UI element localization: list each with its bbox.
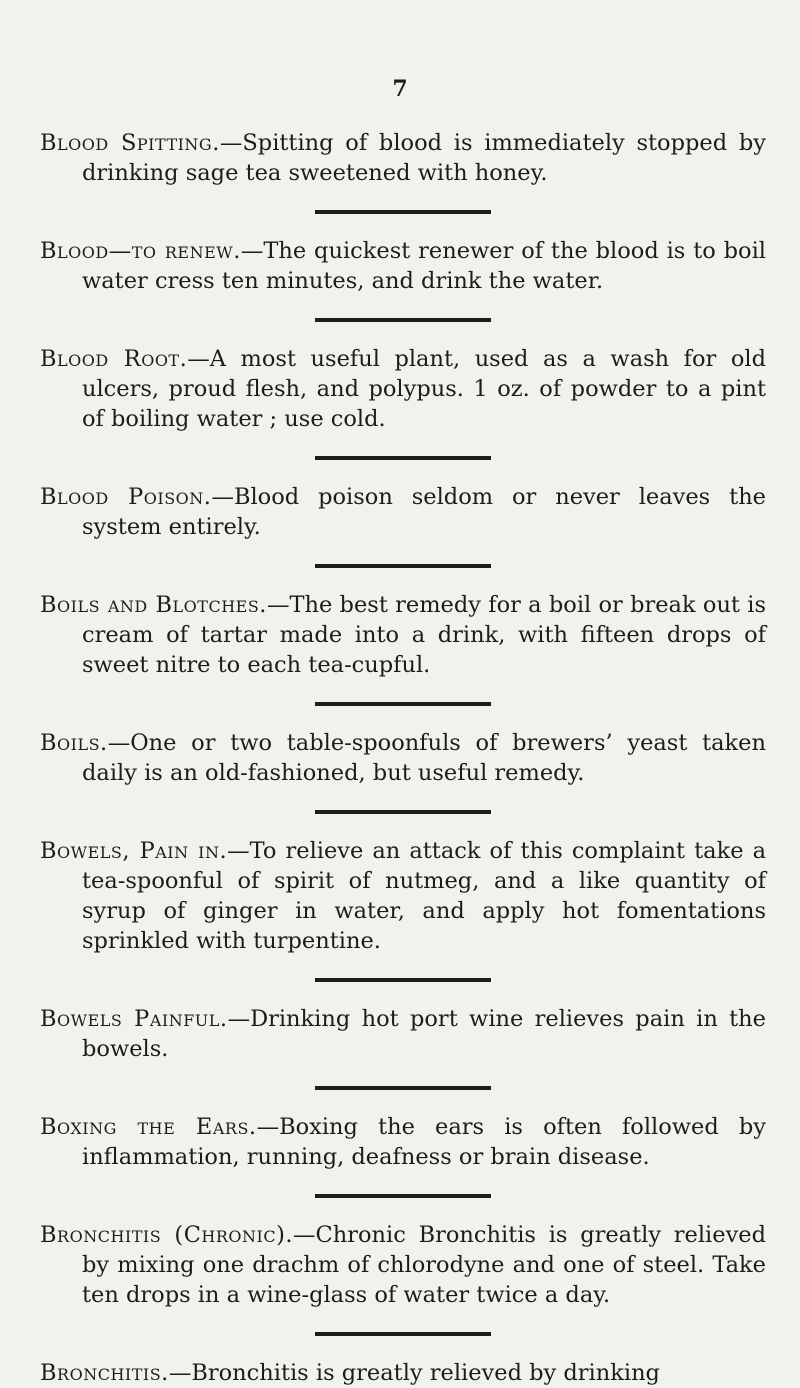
entry-text: —Spitting of blood is immediately stopped by drinking sage tea sweetened with honey. bbox=[82, 130, 766, 186]
entry-boils bbox=[40, 728, 766, 788]
entry-text: —Bronchitis is greatly relieved by drinking bbox=[168, 1360, 660, 1386]
entry-heading: Blood—to renew. bbox=[40, 238, 241, 264]
page-number: 7 bbox=[392, 76, 408, 102]
divider-rule bbox=[315, 564, 491, 568]
entry-heading: Blood Spitting. bbox=[40, 130, 220, 156]
entry-heading: Blood Root. bbox=[40, 346, 188, 372]
entry-text: —Boxing the ears is often followed by inflammation, running, deafness or brain disease. bbox=[82, 1114, 766, 1170]
entry-boxing-the-ears bbox=[40, 1112, 766, 1172]
entry-heading: Bronchitis (Chronic). bbox=[40, 1222, 294, 1248]
entry-heading: Boils and Blotches. bbox=[40, 592, 267, 618]
entry-heading: Boxing the Ears. bbox=[40, 1114, 257, 1140]
divider-rule bbox=[315, 318, 491, 322]
entry-text: —The best remedy for a boil or break out is cream of tartar made into a drink, with fifteen drops of sweet nitre to each tea-cupful. bbox=[82, 592, 766, 678]
entries-list bbox=[40, 128, 766, 1388]
entry-blood-renew bbox=[40, 236, 766, 296]
entry-blood-spitting bbox=[40, 128, 766, 188]
divider-rule bbox=[315, 210, 491, 214]
divider-rule bbox=[315, 1332, 491, 1336]
entry-bronchitis-chronic bbox=[40, 1220, 766, 1310]
divider-rule bbox=[315, 456, 491, 460]
entry-blood-poison bbox=[40, 482, 766, 542]
entry-heading: Bronchitis. bbox=[40, 1360, 169, 1386]
entry-boils-and-blotches bbox=[40, 590, 766, 680]
divider-rule bbox=[315, 810, 491, 814]
entry-bowels-painful bbox=[40, 1004, 766, 1064]
entry-text: —To relieve an attack of this complaint take a tea-spoonful of spirit of nutmeg, and a like quantity of syrup of ginger in water, and apply hot fomentations sprinkled with turpentine. bbox=[82, 838, 767, 954]
entry-text: —Blood poison seldom or never leaves the system entirely. bbox=[82, 484, 766, 540]
entry-bronchitis bbox=[40, 1358, 766, 1388]
entry-heading: Bowels Painful. bbox=[40, 1006, 228, 1032]
entry-heading: Bowels, Pain in. bbox=[40, 838, 228, 864]
divider-rule bbox=[315, 702, 491, 706]
entry-text: —The quickest renewer of the blood is to boil water cress ten minutes, and drink the water. bbox=[82, 238, 766, 294]
divider-rule bbox=[315, 1086, 491, 1090]
entry-text: —A most useful plant, used as a wash for old ulcers, proud flesh, and polypus. 1 oz. of powder to a pint of boiling water ; use cold. bbox=[82, 346, 766, 432]
entry-bowels-pain-in bbox=[40, 836, 766, 956]
divider-rule bbox=[315, 978, 491, 982]
entry-text: —Drinking hot port wine relieves pain in the bowels. bbox=[82, 1006, 766, 1062]
entry-text: —One or two table-spoonfuls of brewers’ yeast taken daily is an old-fashioned, but useful remedy. bbox=[82, 730, 766, 786]
entry-blood-root bbox=[40, 344, 766, 434]
entry-heading: Blood Poison. bbox=[40, 484, 212, 510]
divider-rule bbox=[315, 1194, 491, 1198]
entry-heading: Boils. bbox=[40, 730, 108, 756]
entry-text: —Chronic Bronchitis is greatly relieved by mixing one drachm of chlorodyne and one of steel. Take ten drops in a wine-glass of water twice a day. bbox=[82, 1222, 766, 1308]
